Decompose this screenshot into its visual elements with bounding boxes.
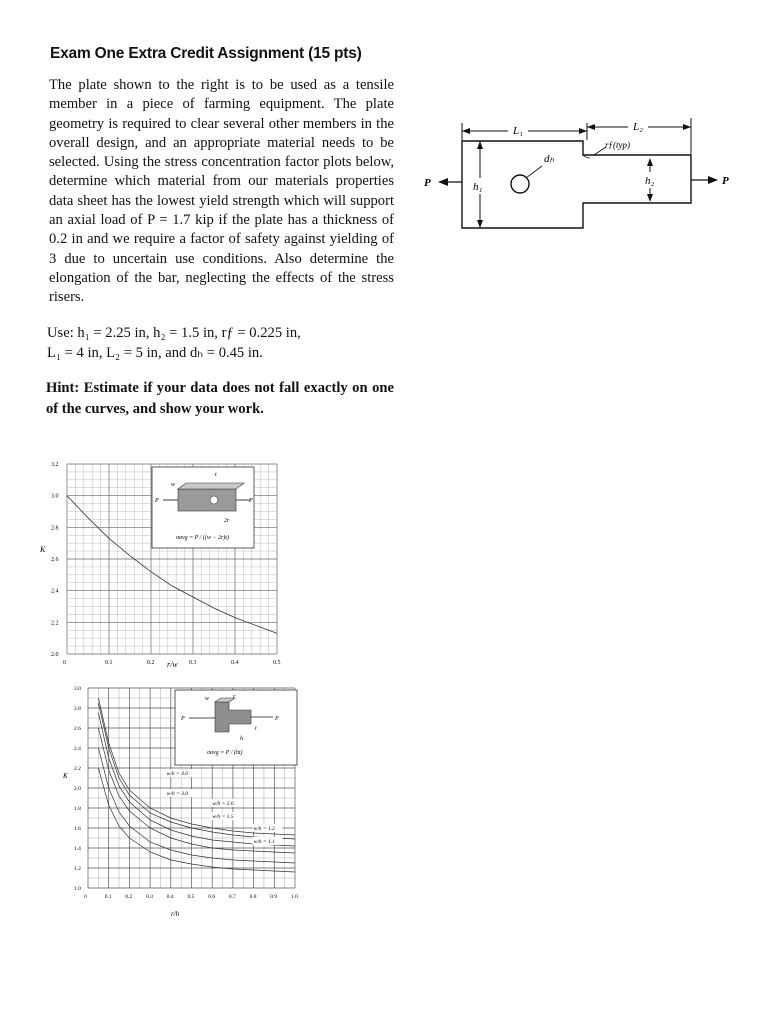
hint-label: Hint:	[46, 380, 80, 396]
hint-text: Estimate if your data does not fall exactly on one of the curves, and show your work.	[46, 380, 394, 417]
inset-fillet-plate	[175, 690, 297, 765]
inset2-t: t	[255, 726, 257, 732]
x-tick-label: 0.8	[249, 894, 257, 900]
plate-outline	[462, 141, 691, 228]
x-tick-label: 0.3	[146, 894, 153, 900]
page-title: Exam One Extra Credit Assignment (15 pts)	[50, 45, 362, 62]
y-tick-label: 2.0	[74, 786, 81, 792]
L1-label: L₁	[513, 125, 523, 137]
rf-label: rƒ(typ)	[605, 140, 630, 150]
x-tick-label: 0.4	[231, 660, 239, 666]
x-tick-label: 0.4	[166, 894, 174, 900]
curve-label: w/h = 1.1	[253, 839, 275, 845]
inset-hole-plate	[152, 467, 254, 548]
y-axis-label: K	[63, 772, 68, 780]
x-tick-label: 1.0	[291, 894, 298, 900]
load-right-label: P	[722, 175, 729, 187]
inset1-w: w	[171, 482, 176, 488]
y-tick-label: 3.2	[51, 462, 59, 468]
given-values-line-1: Use: h₁ = 2.25 in, h₂ = 1.5 in, rƒ = 0.225 in,	[47, 325, 301, 341]
inset1-formula: σavg = P / ((w − 2r)t)	[176, 535, 229, 541]
inset1-P-left: P	[155, 498, 159, 504]
x-tick-label: 0.1	[104, 894, 112, 900]
y-tick-label: 1.8	[74, 806, 81, 812]
y-tick-label: 1.6	[74, 826, 81, 832]
y-tick-label: 2.8	[74, 706, 81, 712]
curve-label: w/h = 3.0	[166, 791, 188, 797]
inset1-P-right: P	[249, 498, 253, 504]
x-tick-label: 0	[63, 660, 66, 666]
x-tick-label: 0.5	[187, 894, 195, 900]
y-tick-label: 3.0	[51, 493, 59, 500]
y-tick-label: 1.0	[74, 886, 81, 892]
y-tick-label: 2.4	[51, 588, 59, 595]
inset2-P-right: P	[275, 716, 279, 722]
y-tick-label: 1.2	[74, 866, 81, 872]
y-tick-label: 2.2	[74, 766, 81, 772]
chart-hole-kt	[30, 452, 300, 677]
L2-label: L₂	[633, 121, 643, 133]
y-tick-label: 2.6	[74, 726, 81, 732]
y-axis-label: K	[40, 545, 46, 554]
chart-fillet-kt	[55, 680, 315, 925]
y-tick-label: 1.4	[74, 846, 81, 852]
x-tick-label: 0.1	[105, 660, 113, 666]
inset2-P-left: P	[181, 716, 185, 722]
inset2-w: w	[205, 696, 210, 702]
x-tick-label: 0.9	[270, 894, 278, 900]
given-values-line-2: L₁ = 4 in, L₂ = 5 in, and dₕ = 0.45 in.	[47, 345, 263, 361]
y-tick-label: 2.6	[51, 557, 59, 563]
h1-label: h₁	[473, 181, 483, 193]
x-tick-label: 0.3	[189, 660, 197, 666]
y-tick-label: 2.8	[51, 525, 59, 532]
x-tick-label: 0.7	[228, 894, 236, 900]
x-axis-label: r/h	[171, 910, 180, 918]
y-tick-label: 2.4	[74, 746, 81, 752]
x-tick-label: 0.2	[147, 660, 155, 666]
load-left-label: P	[424, 177, 431, 189]
curve-label: w/h = 4.0	[166, 771, 188, 777]
x-tick-label: 0.2	[125, 894, 133, 900]
curve-w-h-5	[98, 768, 295, 872]
x-tick-label: 0	[84, 894, 87, 900]
inset2-formula: σavg = P / (ht)	[207, 750, 243, 756]
x-tick-label: 0.6	[208, 894, 216, 900]
y-tick-label: 2.2	[51, 620, 59, 627]
x-tick-label: 0.5	[273, 660, 281, 666]
problem-statement: The plate shown to the right is to be used as a tensile member in a piece of farming equipment. The plate geometry is required to clear several other members in the overall design, and an appropriate material needs to be selected. Using the stress concentration factor plots below, determine which material from our materials properties data sheet has the lowest yield strength which will support an axial load of P = 1.7 kip if the plate has a thickness of 0.2 in and we require a factor of safety against yielding of 3 due to uncertain use conditions. Also determine the elongation of the bar, neglecting the effects of the stress risers.	[49, 77, 394, 306]
inset2-h: h	[240, 736, 243, 742]
plate-diagram	[420, 108, 740, 238]
curve-label: w/h = 1.5	[212, 814, 234, 820]
curve-label: w/h = 2.0	[212, 801, 234, 807]
dh-label: dₕ	[544, 153, 554, 165]
curve-label: w/h = 1.2	[253, 826, 275, 832]
x-axis-label: r/w	[167, 660, 178, 669]
given-values	[47, 323, 394, 363]
h2-label: h₂	[645, 175, 655, 187]
inset1-2r: 2r	[224, 518, 230, 524]
inset2-r: r	[233, 694, 236, 700]
y-tick-label: 2.0	[51, 652, 59, 658]
inset1-t: t	[215, 472, 217, 478]
hint	[46, 378, 394, 420]
y-tick-label: 3.0	[74, 686, 81, 692]
